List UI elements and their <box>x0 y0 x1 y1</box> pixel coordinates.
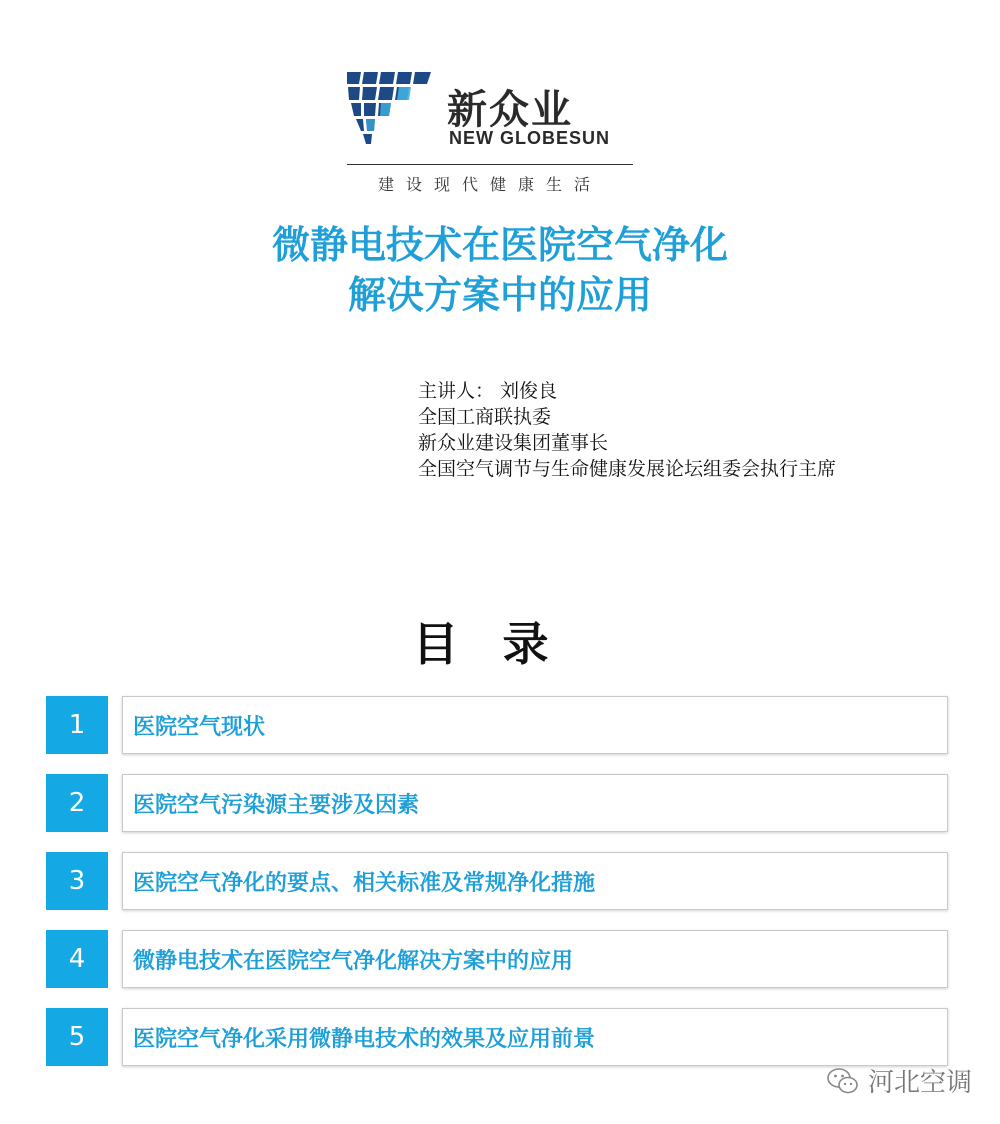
toc-number: 4 <box>46 930 108 988</box>
toc-number: 5 <box>46 1008 108 1066</box>
toc-number: 2 <box>46 774 108 832</box>
toc-list <box>46 696 948 1086</box>
toc-label: 医院空气现状 <box>122 696 948 754</box>
toc-heading: 目 录 <box>412 617 563 671</box>
globe-grid-logo-icon <box>345 70 435 148</box>
title-line-1: 微静电技术在医院空气净化 <box>271 223 728 267</box>
brand-name-en: NEW GLOBESUN <box>449 128 611 148</box>
watermark-text: 河北空调 <box>867 1068 972 1098</box>
toc-item[interactable] <box>46 930 948 988</box>
brand-name-cn: 新众业 <box>447 87 573 133</box>
speaker-line-2: 全国工商联执委 <box>418 406 552 428</box>
speaker-info <box>418 378 836 482</box>
speaker-line-4: 全国空气调节与生命健康发展论坛组委会执行主席 <box>418 458 837 480</box>
speaker-line-1: 主讲人： 刘俊良 <box>418 380 558 402</box>
presentation-title <box>0 220 1000 320</box>
toc-item[interactable] <box>46 1008 948 1066</box>
logo-divider <box>347 164 633 165</box>
brand-logo <box>345 70 645 200</box>
toc-label: 医院空气净化采用微静电技术的效果及应用前景 <box>122 1008 948 1066</box>
toc-label: 微静电技术在医院空气净化解决方案中的应用 <box>122 930 948 988</box>
toc-item[interactable] <box>46 696 948 754</box>
title-line-2: 解决方案中的应用 <box>347 273 652 317</box>
toc-label: 医院空气净化的要点、相关标准及常规净化措施 <box>122 852 948 910</box>
wechat-icon <box>826 1066 860 1096</box>
toc-label: 医院空气污染源主要涉及因素 <box>122 774 948 832</box>
toc-number: 3 <box>46 852 108 910</box>
toc-number: 1 <box>46 696 108 754</box>
toc-item[interactable] <box>46 774 948 832</box>
speaker-line-3: 新众业建设集团董事长 <box>418 432 609 454</box>
wechat-watermark <box>826 1062 972 1099</box>
brand-slogan: 建设现代健康生活 <box>377 175 602 194</box>
toc-item[interactable] <box>46 852 948 910</box>
